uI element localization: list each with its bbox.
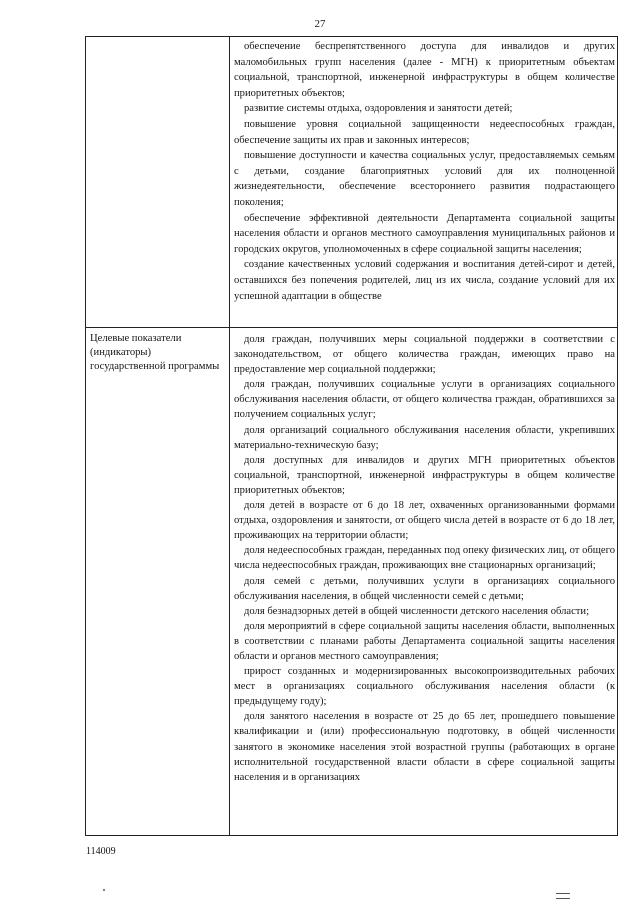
list-item: доля граждан, получивших социальные услуги в организациях социального обслуживания населения области, от общего количества граждан, обратившихся за получением социальных услуг; [234, 379, 615, 421]
indicators-text-cell [234, 332, 615, 785]
list-item: доля граждан, получивших меры социальной поддержки в соответствии с законодательством, от общего количества граждан, имеющих право на предоставление мер социальной поддержки; [234, 334, 615, 376]
document-code: 114009 [86, 846, 116, 857]
list-item: создание качественных условий содержания и воспитания детей-сирот и детей, оставшихся без попечения родителей, лиц из их числа, создание условий для их успешной адаптации в обществе [234, 259, 615, 302]
row-label-target-indicators: Целевые показатели (индикаторы) государственной программы [90, 333, 220, 373]
list-item: развитие системы отдыха, оздоровления и занятости детей; [244, 103, 513, 115]
list-item: обеспечение беспрепятственного доступа для инвалидов и других маломобильных групп населения (далее - МГН) к приоритетным объектам социальной, транспортной, инженерной инфраструктуры в общем количестве приоритетных объектов; [234, 41, 615, 99]
list-item: доля мероприятий в сфере социальной защиты населения области, выполненных в соответствии с планами работы Департамента социальной защиты населения области и органов местного самоуправления; [234, 620, 615, 662]
list-item: обеспечение эффективной деятельности Департамента социальной защиты населения области и органов местного самоуправления муниципальных районов и городских округов, уполномоченных в сфере социальной защиты населения; [234, 212, 615, 255]
page-number: 27 [314, 18, 326, 30]
list-item: доля недееспособных граждан, переданных под опеку физических лиц, от общего числа недееспособных граждан, проживающих вне стационарных организаций; [234, 545, 615, 572]
list-item: доля безнадзорных детей в общей численности детского населения области; [244, 605, 590, 617]
scan-artifact-mark [556, 893, 570, 899]
list-item: доля детей в возрасте от 6 до 18 лет, охваченных организованными формами отдыха, оздоровления и занятости, от общего числа детей в возрасте от 6 до 18 лет, проживающих на территории области; [234, 500, 615, 542]
list-item: повышение уровня социальной защищенности недееспособных граждан, обеспечение защиты их прав и законных интересов; [234, 118, 615, 146]
list-item: доля доступных для инвалидов и других МГН приоритетных объектов социальной, транспортной, инженерной инфраструктуры в общем количестве приоритетных объектов; [234, 454, 615, 496]
list-item: прирост созданных и модернизированных высокопроизводительных рабочих мест в организациях социального обслуживания населения области (к предыдущему году); [234, 666, 615, 708]
list-item: доля организаций социального обслуживания населения области, укрепивших материально-техническую базу; [234, 424, 615, 451]
table-row-goals-continued [86, 37, 617, 327]
program-passport-table [85, 36, 618, 836]
table-row-target-indicators [86, 327, 617, 836]
list-item: повышение доступности и качества социальных услуг, предоставляемых семьям с детьми, создание благоприятных условий для их полноценной жизнедеятельности, обеспечение всестороннего развития подрастающего поколения; [234, 150, 615, 208]
scan-artifact-dot [103, 889, 105, 891]
goals-text-cell [234, 39, 615, 304]
list-item: доля занятого населения в возрасте от 25 до 65 лет, прошедшего повышение квалификации и (или) профессиональную подготовку, в общей численности занятого в экономике населения этой возрастной группы (работающих в органе исполнительной государственной власти области в сфере социальной защиты населения и в организациях [234, 711, 615, 783]
list-item: доля семей с детьми, получивших услуги в организациях социального обслуживания населения, в общей численности семей с детьми; [234, 575, 615, 602]
